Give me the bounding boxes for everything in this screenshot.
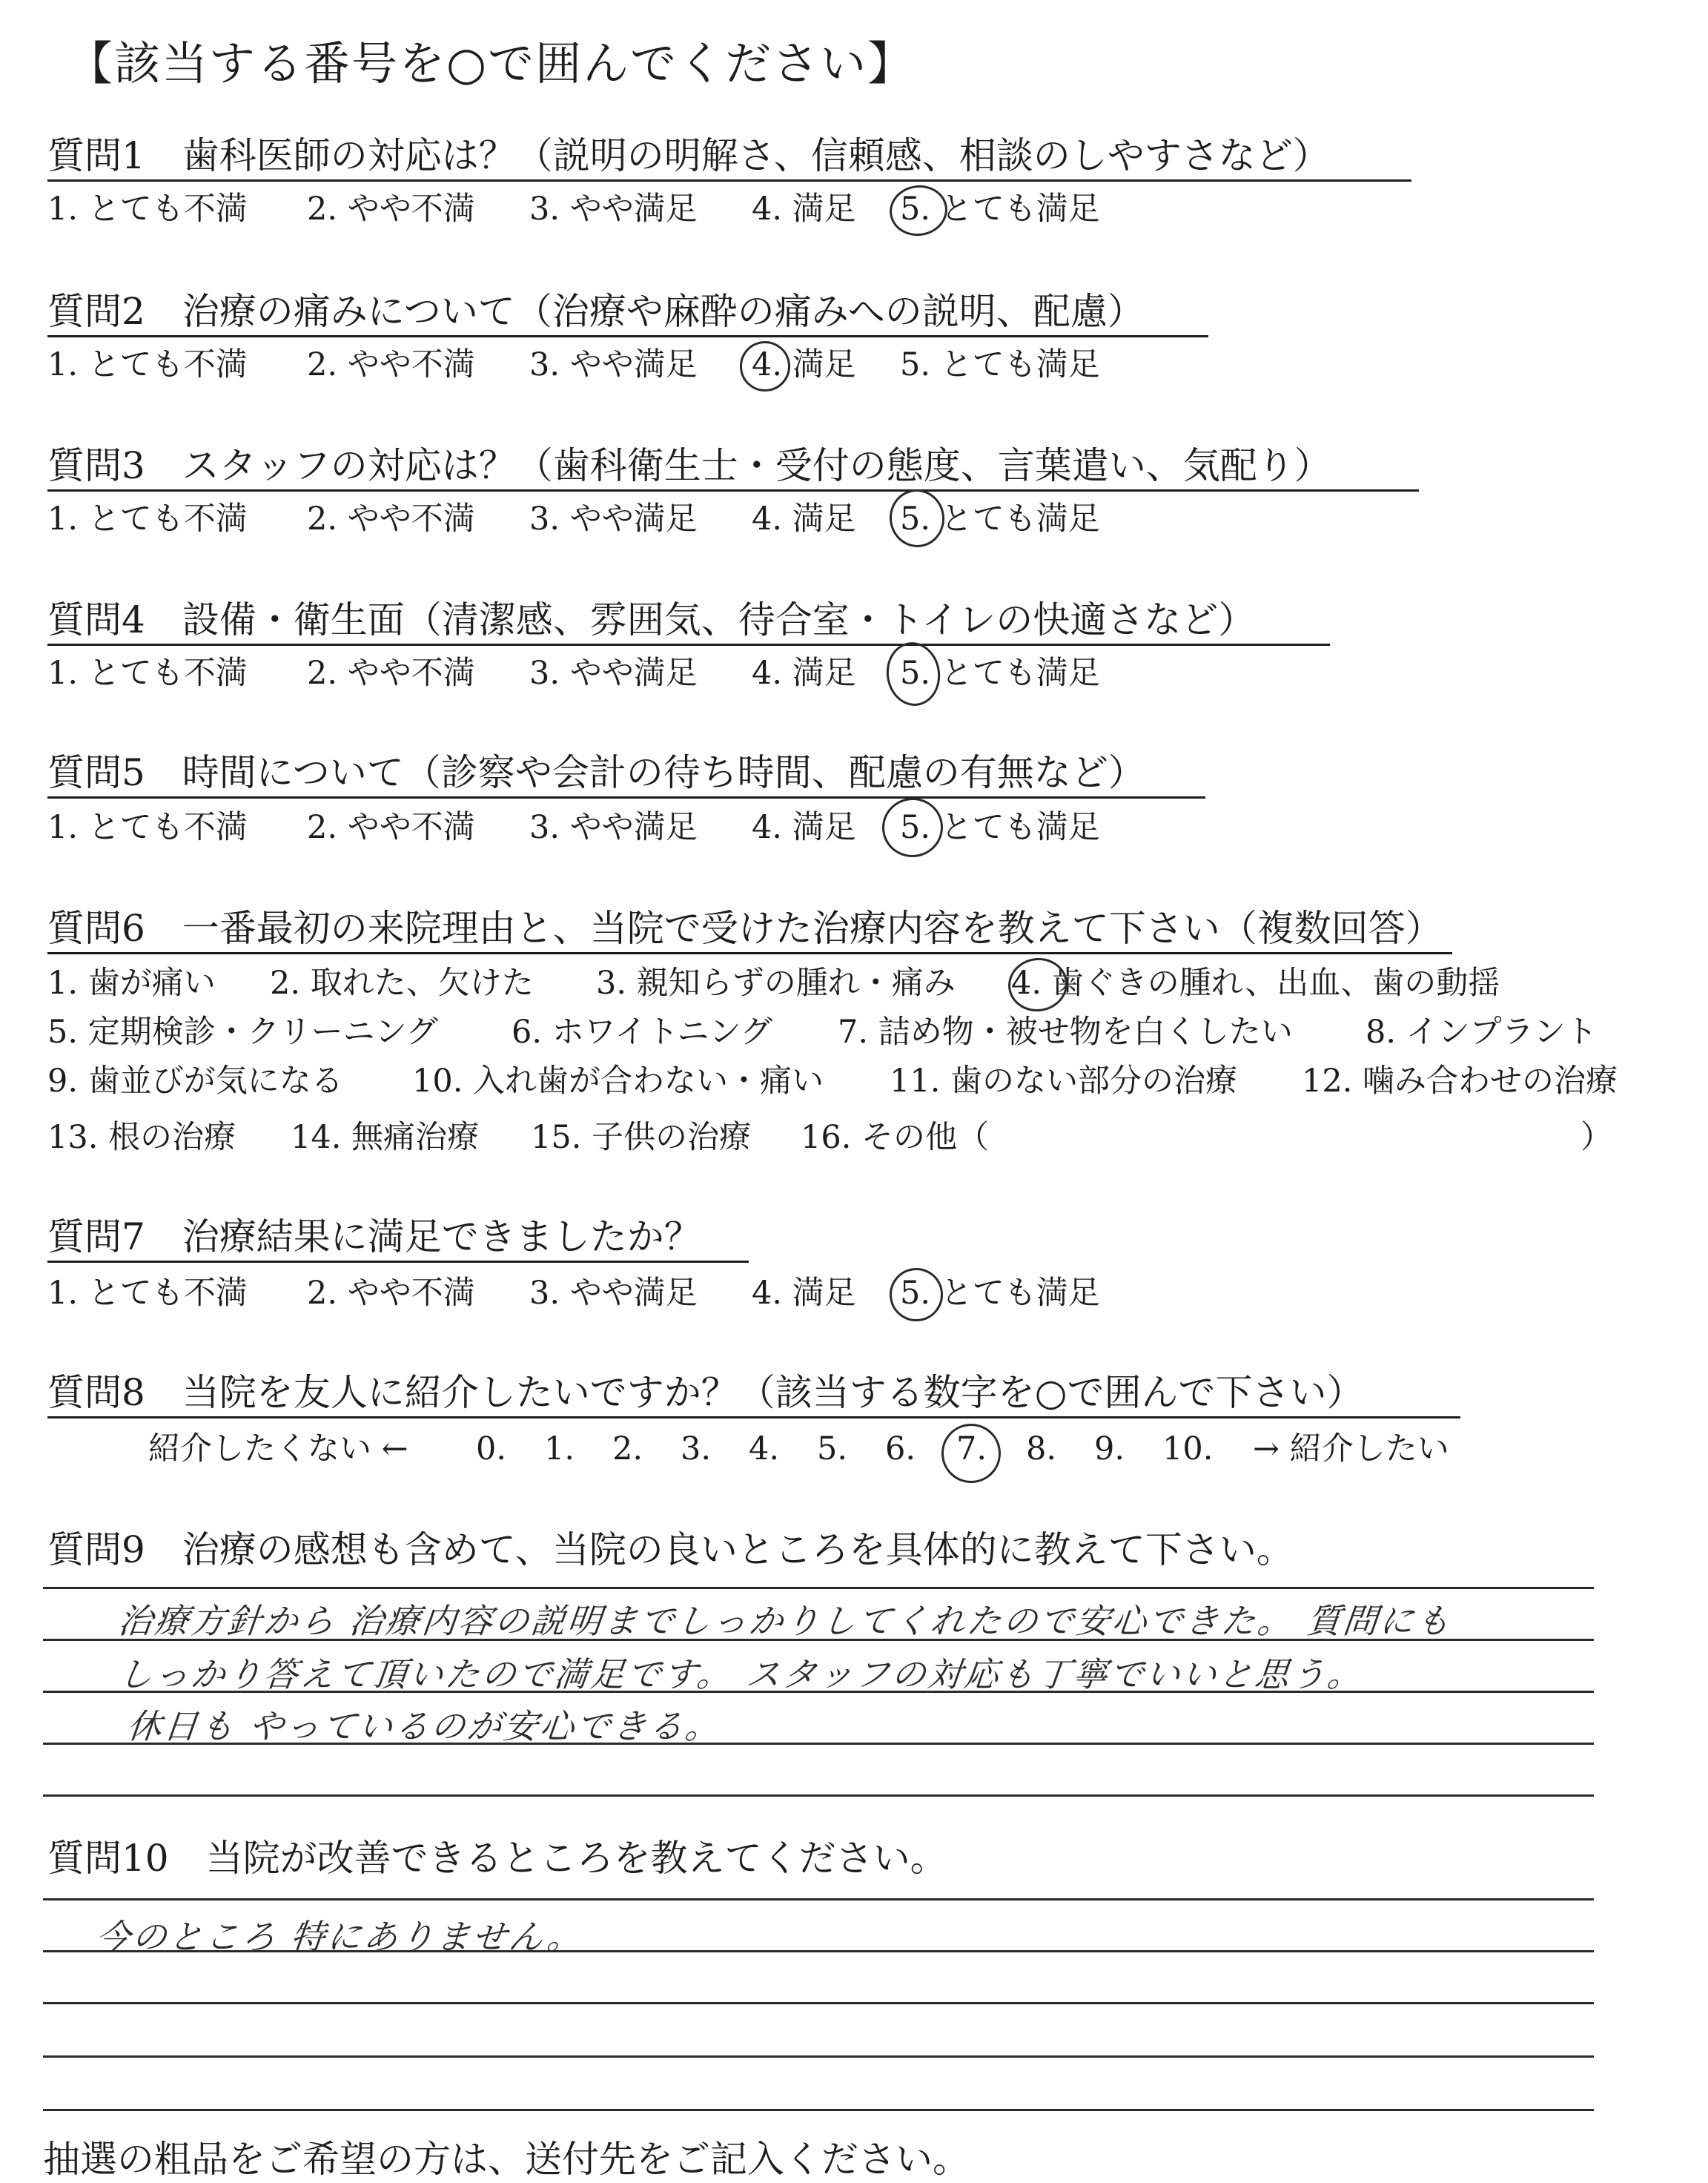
q10-answer-rule-4 [43, 2055, 1594, 2058]
q6-option-6[interactable]: 6. ホワイトニング [512, 1014, 772, 1051]
q6-option-1[interactable]: 1. 歯が痛い [47, 965, 216, 1002]
q10-handwritten-line-1[interactable]: 今のところ 特にありません。 [93, 1917, 586, 1957]
question-3-underline [47, 489, 1419, 492]
q6-option-2[interactable]: 2. 取れた、欠けた [270, 965, 534, 1002]
q5-option-2[interactable]: 2. やや不満 [307, 809, 475, 846]
q6-option-8[interactable]: 8. インプラント [1366, 1014, 1598, 1051]
q6-option-16-close-paren: ） [1580, 1119, 1612, 1156]
q6-option-11[interactable]: 11. 歯のない部分の治療 [890, 1063, 1238, 1100]
q8-scale-2[interactable]: 2. [612, 1430, 643, 1467]
q5-option-5[interactable]: 5. とても満足 [900, 809, 1100, 846]
q6-option-12[interactable]: 12. 噛み合わせの治療 [1302, 1063, 1618, 1100]
q2-option-1[interactable]: 1. とても不満 [47, 346, 248, 383]
q3-option-4[interactable]: 4. 満足 [752, 501, 856, 538]
q1-option-5[interactable]: 5. とても満足 [900, 191, 1100, 228]
q6-option-5[interactable]: 5. 定期検診・クリーニング [47, 1014, 438, 1051]
q8-right-label: → 紹介したい [1253, 1430, 1449, 1467]
q10-answer-rule-3 [43, 2002, 1594, 2004]
q6-option-16[interactable]: 16. その他（ [801, 1119, 990, 1156]
q8-scale-0[interactable]: 0. [476, 1430, 507, 1467]
q2-option-5[interactable]: 5. とても満足 [900, 346, 1100, 383]
q2-option-2[interactable]: 2. やや不満 [307, 346, 475, 383]
q5-option-4[interactable]: 4. 満足 [752, 809, 856, 846]
q5-option-1[interactable]: 1. とても不満 [47, 809, 248, 846]
q6-option-13[interactable]: 13. 根の治療 [47, 1119, 236, 1156]
footer-note: 抽選の粗品をご希望の方は、送付先をご記入ください。 [43, 2138, 970, 2181]
q6-option-10[interactable]: 10. 入れ歯が合わない・痛い [412, 1063, 824, 1100]
q8-left-label: 紹介したくない ← [148, 1430, 408, 1467]
q2-option-3[interactable]: 3. やや満足 [529, 346, 698, 383]
question-2-title: 質問2 治療の痛みについて（治療や麻酔の痛みへの説明、配慮） [47, 290, 1145, 333]
q4-selected-circle [882, 638, 944, 709]
question-6-title: 質問6 一番最初の来院理由と、当院で受けた治療内容を教えて下さい（複数回答） [47, 907, 1443, 950]
q8-scale-4[interactable]: 4. [749, 1430, 780, 1467]
question-5-underline [47, 796, 1205, 799]
q1-option-4[interactable]: 4. 満足 [752, 191, 856, 228]
q3-option-1[interactable]: 1. とても不満 [47, 501, 248, 538]
q9-handwritten-line-2[interactable]: しっかり答えて頂いたので満足です。 スタッフの対応も丁寧でいいと思う。 [116, 1654, 1366, 1694]
question-6-underline [47, 952, 1452, 954]
q3-selected-circle [886, 486, 948, 551]
question-8-underline [47, 1416, 1460, 1419]
question-5-title: 質問5 時間について（診察や会計の待ち時間、配慮の有無など） [47, 751, 1145, 794]
q4-option-5[interactable]: 5. とても満足 [900, 655, 1100, 692]
q6-option-4[interactable]: 4. 歯ぐきの腫れ、出血、歯の動揺 [1011, 965, 1500, 1002]
q7-option-3[interactable]: 3. やや満足 [529, 1275, 698, 1312]
q4-option-1[interactable]: 1. とても不満 [47, 655, 248, 692]
q10-answer-rule-1 [43, 1898, 1594, 1900]
q3-option-3[interactable]: 3. やや満足 [529, 501, 698, 538]
q3-option-2[interactable]: 2. やや不満 [307, 501, 475, 538]
question-2-underline [47, 335, 1208, 337]
q8-scale-7[interactable]: 7. [956, 1430, 987, 1467]
q6-option-7[interactable]: 7. 詰め物・被せ物を白くしたい [838, 1014, 1293, 1051]
question-4-underline [47, 644, 1330, 646]
q8-scale-1[interactable]: 1. [544, 1430, 575, 1467]
q5-option-3[interactable]: 3. やや満足 [529, 809, 698, 846]
form-header: 【該当する番号を○で囲んでください】 [67, 36, 916, 90]
question-9-title: 質問9 治療の感想も含めて、当院の良いところを具体的に教えて下さい。 [47, 1528, 1294, 1571]
q3-option-5[interactable]: 5. とても満足 [900, 501, 1100, 538]
q6-option-14[interactable]: 14. 無痛治療 [291, 1119, 480, 1156]
q10-answer-rule-5 [43, 2109, 1594, 2111]
q7-option-2[interactable]: 2. やや不満 [307, 1275, 475, 1312]
q8-selected-circle [938, 1420, 1004, 1487]
q8-scale-8[interactable]: 8. [1026, 1430, 1057, 1467]
q1-option-3[interactable]: 3. やや満足 [529, 191, 698, 228]
q8-scale-10[interactable]: 10. [1162, 1430, 1214, 1467]
question-8-title: 質問8 当院を友人に紹介したいですか？（該当する数字を○で囲んで下さい） [47, 1371, 1364, 1414]
q9-answer-rule-5 [43, 1794, 1594, 1797]
q7-option-4[interactable]: 4. 満足 [752, 1275, 856, 1312]
q8-scale-9[interactable]: 9. [1094, 1430, 1125, 1467]
question-1-underline [47, 179, 1411, 182]
q5-selected-circle [878, 794, 947, 862]
q8-scale-5[interactable]: 5. [817, 1430, 848, 1467]
q6-option-9[interactable]: 9. 歯並びが気になる [47, 1063, 343, 1100]
q9-handwritten-line-3[interactable]: 休日も やっているのが安心できる。 [125, 1706, 724, 1746]
q4-option-2[interactable]: 2. やや不満 [307, 655, 475, 692]
question-7-underline [47, 1261, 749, 1263]
q9-handwritten-line-1[interactable]: 治療方針から 治療内容の説明までしっかりしてくれたので安心できた。 質問にも [116, 1601, 1454, 1641]
q4-option-3[interactable]: 3. やや満足 [529, 655, 698, 692]
question-10-title: 質問10 当院が改善できるところを教えてください。 [47, 1837, 947, 1880]
q7-option-1[interactable]: 1. とても不満 [47, 1275, 248, 1312]
q8-scale-6[interactable]: 6. [885, 1430, 916, 1467]
q9-answer-rule-1 [43, 1587, 1594, 1589]
q6-option-3[interactable]: 3. 親知らずの腫れ・痛み [596, 965, 956, 1002]
question-1-title: 質問1 歯科医師の対応は？（説明の明解さ、信頼感、相談のしやすさなど） [47, 134, 1330, 177]
question-4-title: 質問4 設備・衛生面（清潔感、雰囲気、待合室・トイレの快適さなど） [47, 598, 1256, 641]
q8-scale-3[interactable]: 3. [681, 1430, 712, 1467]
question-3-title: 質問3 スタッフの対応は？（歯科衛生士・受付の態度、言葉遣い、気配り） [47, 444, 1331, 487]
q2-option-4[interactable]: 4. 満足 [752, 346, 856, 383]
question-7-title: 質問7 治療結果に満足できましたか？ [47, 1215, 701, 1258]
q7-option-5[interactable]: 5. とても満足 [900, 1275, 1100, 1312]
q1-option-2[interactable]: 2. やや不満 [307, 191, 475, 228]
q4-option-4[interactable]: 4. 満足 [752, 655, 856, 692]
q1-option-1[interactable]: 1. とても不満 [47, 191, 248, 228]
q6-option-15[interactable]: 15. 子供の治療 [531, 1119, 752, 1156]
